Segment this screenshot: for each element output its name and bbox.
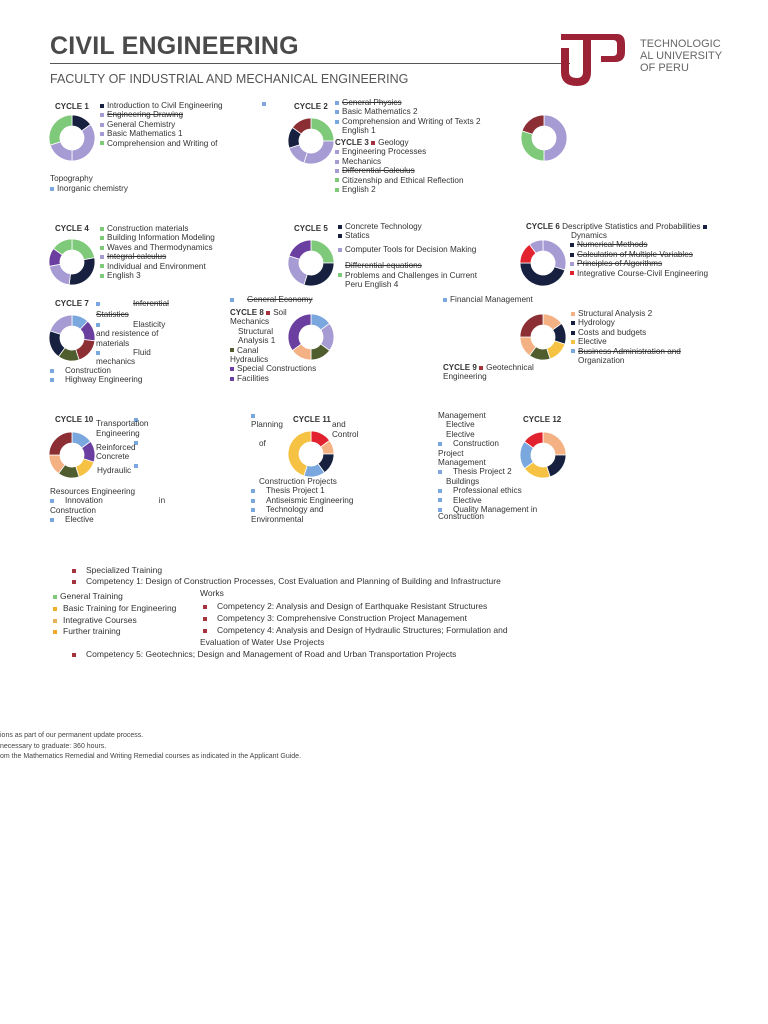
cycle-11-and: and <box>332 420 346 429</box>
cycle-11-control: Control <box>332 430 359 439</box>
course-item: Comprehension and Writing of Texts 2 <box>342 116 481 126</box>
cycle-3-donut <box>521 115 567 161</box>
course-item: Differential equations <box>345 261 422 271</box>
cycle-11-of: of <box>259 439 266 448</box>
course-item: Construction Projects <box>259 477 337 486</box>
course-item: Problems and Challenges in Current <box>345 270 477 280</box>
legend-label: General Training <box>60 591 123 601</box>
course-item: Principles of Algorithms <box>577 259 663 269</box>
legend-square <box>53 595 57 599</box>
legend-square <box>53 630 57 634</box>
course-item: Citizenship and Ethical Reflection <box>342 175 464 185</box>
course-item: Differential Calculus <box>342 166 415 176</box>
cycle-12-donut <box>520 432 566 478</box>
course-item: Fluid <box>133 348 151 358</box>
course-item: Engineering Drawing <box>107 110 184 120</box>
legend-competency-3 <box>203 612 467 624</box>
legend-square <box>438 498 442 502</box>
legend-square <box>703 225 707 229</box>
legend-competency-1-cont: Works <box>200 588 224 598</box>
cycle-5-course-list <box>338 222 477 289</box>
legend-label: Competency 1: Design of Construction Processes, Cost Evaluation and Planning of Building and Infrastructure <box>86 576 501 586</box>
course-item: Elective <box>453 495 482 505</box>
course-item: Management <box>438 411 486 420</box>
course-item: Construction <box>50 505 96 515</box>
donut-segment <box>522 115 544 134</box>
cycle-10-course-list-lower <box>50 487 165 525</box>
course-item: Mechanics <box>342 156 382 166</box>
course-item: Antiseismic Engineering <box>266 495 354 505</box>
course-item: Reinforced <box>96 442 136 452</box>
donut-segment <box>49 115 72 145</box>
course-item: Hydraulic <box>97 465 132 475</box>
course-item: Hydrology <box>578 318 615 328</box>
cycle-9-label: CYCLE 9 <box>443 363 477 372</box>
legend-square <box>338 273 342 277</box>
legend-square <box>571 312 575 316</box>
cycle-6-label: CYCLE 6 <box>526 222 560 231</box>
legend-square <box>100 255 104 259</box>
cycle-5-donut <box>288 240 334 286</box>
legend-square <box>571 340 575 344</box>
cycle-11-course-list <box>251 477 353 524</box>
donut-segment <box>288 314 311 351</box>
legend-square <box>203 617 207 621</box>
donut-svg <box>49 115 95 161</box>
course-item: Costs and budgets <box>578 327 647 337</box>
donut-segment <box>520 314 543 337</box>
legend-square <box>251 414 255 418</box>
course-item: in <box>158 496 166 506</box>
legend-square <box>251 489 255 493</box>
donut-segment <box>544 115 567 161</box>
course-item: Dynamics <box>571 231 607 240</box>
cycle-8-top-course <box>230 295 313 304</box>
course-item: Innovation <box>65 496 103 506</box>
cycle-2-donut <box>288 118 334 164</box>
donut-segment <box>304 263 334 286</box>
cycle-7-course-list <box>96 299 169 367</box>
course-item: Buildings <box>446 476 480 486</box>
legend-label: Competency 2: Analysis and Design of Earthquake Resistant Structures <box>217 601 488 611</box>
cycle-3-course-list <box>335 138 464 194</box>
legend-square <box>251 508 255 512</box>
legend-square <box>96 323 100 327</box>
course-item: Soil <box>273 308 287 317</box>
course-item: General Chemistry <box>107 119 176 129</box>
legend-general <box>53 590 123 602</box>
donut-segment <box>50 142 72 161</box>
cycle-10-label: CYCLE 10 <box>55 415 94 424</box>
course-item: Analysis 1 <box>238 336 276 346</box>
legend-further <box>53 625 121 637</box>
course-item: Financial Management <box>450 295 533 304</box>
legend-competency-2 <box>203 600 487 612</box>
legend-square <box>335 120 339 124</box>
legend-square <box>100 141 104 145</box>
legend-square <box>203 605 207 609</box>
course-item: materials <box>96 338 130 348</box>
legend-square <box>72 569 76 573</box>
legend-square <box>50 518 54 522</box>
legend-square <box>100 123 104 127</box>
legend-square <box>438 489 442 493</box>
legend-square <box>335 169 339 173</box>
cycle-6-donut <box>520 240 566 286</box>
legend-square <box>570 271 574 275</box>
course-item: Basic Mathematics 1 <box>107 129 183 139</box>
course-item: Inferential <box>133 299 169 308</box>
legend-square <box>335 110 339 114</box>
course-item: General Economy <box>247 295 313 304</box>
course-item: Geology <box>378 138 409 147</box>
legend-square <box>100 246 104 250</box>
donut-segment <box>49 432 72 455</box>
cycle-4-donut <box>49 239 95 285</box>
donut-svg <box>288 240 334 286</box>
course-item: Transportation <box>96 419 149 429</box>
course-item: Elective <box>446 429 475 439</box>
legend-square <box>230 367 234 371</box>
legend-label: Integrative Courses <box>63 615 137 625</box>
cycle-3-label: CYCLE 3 <box>335 138 369 147</box>
legend-competency-5 <box>72 648 456 660</box>
cycle-10-donut <box>49 432 95 478</box>
course-item: Integrative Course-Civil Engineering <box>577 268 709 278</box>
cycle-1-donut <box>49 115 95 161</box>
donut-svg <box>288 118 334 164</box>
course-item: Elasticity <box>133 319 166 329</box>
donut-segment <box>50 315 72 334</box>
legend-square <box>230 377 234 381</box>
course-item: Canal <box>237 345 259 355</box>
legend-square <box>570 253 574 257</box>
cycle-9-course-list <box>571 309 681 366</box>
course-item: Concrete <box>96 452 130 462</box>
course-item: Environmental <box>251 514 304 524</box>
course-item: Elective <box>65 515 94 525</box>
legend-label: Specialized Training <box>86 565 163 575</box>
course-item: Engineering <box>96 428 140 438</box>
legend-square <box>571 331 575 335</box>
course-item: Engineering Processes <box>342 147 427 157</box>
legend-square <box>338 248 342 252</box>
footnote-1: ions as part of our permanent update process. <box>0 732 144 739</box>
cycle-7-course-list-lower <box>50 366 142 385</box>
donut-svg <box>49 432 95 478</box>
legend-square <box>571 349 575 353</box>
cycle-1-course-list <box>100 101 223 148</box>
cycle-5-label: CYCLE 5 <box>294 224 328 233</box>
cycle-12-label: CYCLE 12 <box>523 415 562 424</box>
legend-square <box>50 369 54 373</box>
donut-segment <box>304 141 334 164</box>
course-item: Facilities <box>237 373 269 383</box>
cycle-4-course-list <box>100 224 215 280</box>
cycle-7-label: CYCLE 7 <box>55 299 89 308</box>
course-item: Structural Analysis 2 <box>578 309 653 318</box>
legend-square <box>100 236 104 240</box>
cycle-1-extra-1: Topography <box>50 174 93 183</box>
legend-square <box>266 311 270 315</box>
cycle-9-top-course <box>443 295 533 304</box>
legend-square <box>438 470 442 474</box>
legend-square <box>338 225 342 229</box>
page-title: CIVIL ENGINEERING <box>50 32 299 60</box>
legend-competency-4-cont: Evaluation of Water Use Projects <box>200 637 325 647</box>
university-line-2: AL UNIVERSITY <box>640 50 723 62</box>
donut-svg <box>49 239 95 285</box>
cycle-1-extra-2 <box>50 184 128 193</box>
cycle-10-course-list <box>96 415 149 475</box>
donut-svg <box>288 431 334 477</box>
footnote-3: om the Mathematics Remedial and Writing Remedial courses as indicated in the Applicant Guide. <box>0 753 302 760</box>
course-item: Special Constructions <box>237 364 317 374</box>
legend-square <box>96 351 100 355</box>
legend-square <box>50 499 54 503</box>
legend-square <box>438 442 442 446</box>
course-item: Comprehension and Writing of <box>107 138 218 148</box>
course-item: Highway Engineering <box>65 375 143 385</box>
cycle-4-label: CYCLE 4 <box>55 224 89 233</box>
cycle-7-donut <box>49 315 95 361</box>
cycle-1-label: CYCLE 1 <box>55 102 89 111</box>
donut-segment <box>288 256 307 285</box>
course-item: Basic Mathematics 2 <box>342 107 418 117</box>
donut-segment <box>289 240 311 259</box>
cycle-11-planning: Planning <box>251 420 283 429</box>
course-item: English 3 <box>107 271 141 281</box>
legend-square <box>100 274 104 278</box>
course-item: Professional ethics <box>453 486 522 496</box>
legend-square <box>335 160 339 164</box>
course-item: Construction <box>453 439 499 449</box>
legend-square <box>338 234 342 238</box>
university-line-1: TECHNOLOGIC <box>640 38 721 50</box>
legend-label: Further training <box>63 626 121 636</box>
course-item: Building Information Modeling <box>107 233 215 243</box>
course-item: English 2 <box>342 185 376 195</box>
cycle-8-label: CYCLE 8 <box>230 308 264 317</box>
donut-svg <box>521 115 567 161</box>
course-item: Geotechnical <box>486 363 534 372</box>
legend-square <box>570 262 574 266</box>
course-item: Statics <box>345 231 370 241</box>
course-item: Elective <box>578 337 607 347</box>
cycle-11-label: CYCLE 11 <box>293 415 331 424</box>
legend-square <box>230 298 234 302</box>
donut-svg <box>520 432 566 478</box>
donut-segment <box>72 124 95 161</box>
legend-square <box>335 178 339 182</box>
utp-logo <box>555 28 627 90</box>
course-item: Computer Tools for Decision Making <box>345 244 477 254</box>
course-item: Engineering <box>443 372 487 382</box>
legend-square <box>50 187 54 191</box>
donut-svg <box>520 240 566 286</box>
legend-square <box>230 348 234 352</box>
legend-square <box>100 264 104 268</box>
course-item: Construction <box>438 512 484 522</box>
donut-segment <box>49 264 70 285</box>
course-item: Mechanics <box>230 317 270 327</box>
legend-square <box>335 150 339 154</box>
legend-square <box>53 619 57 623</box>
cycle-9-donut <box>520 314 566 360</box>
course-item: Numerical Methods <box>577 240 648 250</box>
legend-square <box>50 378 54 382</box>
course-item: Integral calculus <box>107 252 167 262</box>
course-item: Construction materials <box>107 224 189 233</box>
course-item: Peru English 4 <box>345 280 399 290</box>
legend-label: Basic Training for Engineering <box>63 603 177 613</box>
legend-square <box>251 499 255 503</box>
donut-segment <box>543 432 566 455</box>
legend-square <box>53 607 57 611</box>
donut-segment <box>69 258 95 285</box>
course-item: Resources Engineering <box>50 487 136 496</box>
course-item: Business Administration and <box>578 346 681 356</box>
course-item: Inorganic chemistry <box>57 184 128 193</box>
legend-square <box>100 227 104 231</box>
legend-square <box>100 113 104 117</box>
course-item: Quality Management in <box>453 505 538 515</box>
course-item: Project <box>438 448 464 458</box>
legend-competency-4 <box>203 624 508 636</box>
donut-segment <box>72 239 95 260</box>
legend-competency-1 <box>72 575 501 587</box>
legend-square <box>96 302 100 306</box>
legend-square <box>100 132 104 136</box>
university-line-3: OF PERU <box>640 62 689 74</box>
legend-label: Competency 5: Geotechnics; Design and Management of Road and Urban Transportation Projects <box>86 649 457 659</box>
faculty-subtitle: FACULTY OF INDUSTRIAL AND MECHANICAL ENGINEERING <box>50 72 409 86</box>
course-item: Hydraulics <box>230 355 269 365</box>
course-item: Waves and Thermodynamics <box>107 242 213 252</box>
course-item: Calculation of Multiple Variables <box>577 249 693 259</box>
course-item: General Physics <box>342 98 402 107</box>
course-item: Thesis Project 2 <box>453 467 512 477</box>
legend-square <box>100 104 104 108</box>
legend-square <box>72 653 76 657</box>
legend-square <box>203 629 207 633</box>
legend-square <box>335 101 339 105</box>
cycle-8-donut <box>288 314 334 360</box>
cycle-9-tail <box>443 363 534 382</box>
donut-segment <box>547 455 566 477</box>
legend-label: Competency 3: Comprehensive Construction Project Management <box>217 613 467 623</box>
cycle-2-label: CYCLE 2 <box>294 102 328 111</box>
university-name <box>640 38 722 74</box>
legend-basic <box>53 602 176 614</box>
donut-svg <box>49 315 95 361</box>
title-underline <box>50 63 570 64</box>
course-item: English 1 <box>342 126 376 136</box>
cycle-11-donut <box>288 431 334 477</box>
course-item: Structural <box>238 326 274 336</box>
legend-square <box>72 580 76 584</box>
legend-square <box>134 464 138 468</box>
legend-square <box>443 298 447 302</box>
legend-square <box>262 102 266 106</box>
legend-square <box>479 366 483 370</box>
legend-square <box>571 321 575 325</box>
legend-square <box>570 243 574 247</box>
course-item: Descriptive Statistics and Probabilities <box>562 222 701 231</box>
donut-segment <box>311 240 334 263</box>
course-item: Thesis Project 1 <box>266 486 325 496</box>
legend-label: Competency 4: Analysis and Design of Hydraulic Structures; Formulation and <box>217 625 508 635</box>
cycle-6-heading <box>526 222 710 231</box>
donut-segment <box>311 118 334 141</box>
legend-square <box>371 141 375 145</box>
cycle-2-course-list <box>335 98 481 136</box>
course-item: Technology and <box>266 505 324 515</box>
donut-svg <box>520 314 566 360</box>
cycle-6-course-list <box>570 231 708 278</box>
course-item: Individual and Environment <box>107 261 206 271</box>
donut-segment <box>76 340 95 360</box>
donut-segment <box>521 131 544 161</box>
course-item: and resistence of <box>96 329 159 339</box>
legend-square <box>335 188 339 192</box>
donut-svg <box>288 314 334 360</box>
legend-square <box>438 508 442 512</box>
course-item: Introduction to Civil Engineering <box>107 101 223 110</box>
course-item: Organization <box>578 356 625 366</box>
course-item: Construction <box>65 366 111 375</box>
course-item: mechanics <box>96 357 136 367</box>
footnote-2: necessary to graduate: 360 hours. <box>0 743 107 750</box>
course-item: Concrete Technology <box>345 222 422 231</box>
donut-segment <box>543 240 566 270</box>
course-item: Elective <box>446 420 475 430</box>
course-item: Statistics <box>96 310 129 320</box>
course-item: Management <box>438 458 486 468</box>
